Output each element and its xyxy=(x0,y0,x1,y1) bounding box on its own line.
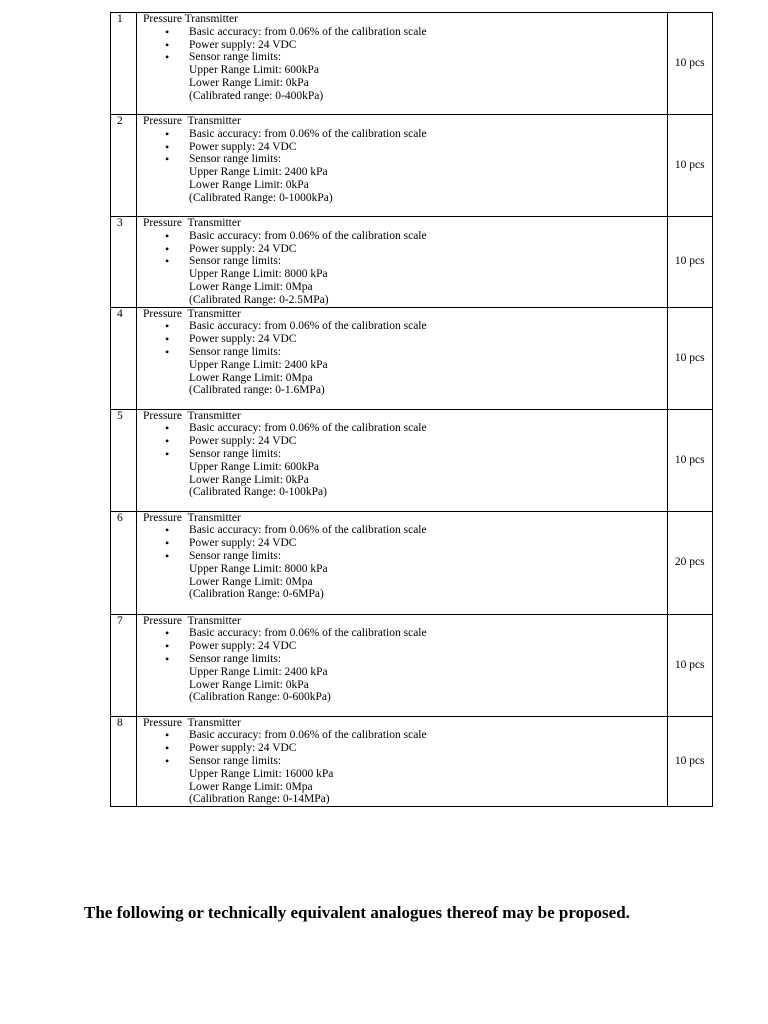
item-number: 5 xyxy=(111,409,137,511)
item-title: Pressure Transmitter xyxy=(143,217,241,229)
table-row xyxy=(111,115,713,217)
spec-bullet-item: • Basic accuracy: from 0.06% of the calibration scale xyxy=(143,524,667,537)
item-quantity: 20 pcs xyxy=(667,511,712,614)
item-number: 4 xyxy=(111,307,137,409)
spec-bullet-item: • Sensor range limits: xyxy=(143,550,667,563)
table-row xyxy=(111,409,713,511)
specification-table-body xyxy=(111,13,713,807)
item-description xyxy=(137,307,668,409)
spec-bullet-item: • Power supply: 24 VDC xyxy=(143,742,667,755)
spec-bullet-item: • Basic accuracy: from 0.06% of the calibration scale xyxy=(143,320,667,333)
range-limits xyxy=(143,768,667,806)
spec-bullet-list xyxy=(143,128,667,166)
item-number: 7 xyxy=(111,614,137,716)
spec-bullet-item: • Basic accuracy: from 0.06% of the calibration scale xyxy=(143,26,667,39)
range-limit-line: (Calibration Range: 0-600kPa) xyxy=(189,691,331,704)
spec-bullet-item: • Sensor range limits: xyxy=(143,448,667,461)
range-limit-line: Upper Range Limit: 8000 kPa xyxy=(189,268,328,281)
item-description xyxy=(137,217,668,308)
spec-bullet-item: • Sensor range limits: xyxy=(143,755,667,768)
range-limit-line: Lower Range Limit: 0kPa xyxy=(189,178,309,191)
range-limit-line: (Calibration Range: 0-14MPa) xyxy=(189,793,330,806)
spec-bullet-item: • Basic accuracy: from 0.06% of the calibration scale xyxy=(143,729,667,742)
range-limit-line: Upper Range Limit: 8000 kPa xyxy=(189,562,328,575)
item-number: 3 xyxy=(111,217,137,308)
spec-bullet-list xyxy=(143,230,667,268)
item-description xyxy=(137,716,668,807)
item-quantity: 10 pcs xyxy=(667,115,712,217)
range-limit-line: Upper Range Limit: 2400 kPa xyxy=(189,358,328,371)
range-limits xyxy=(143,64,667,102)
item-quantity: 10 pcs xyxy=(667,614,712,716)
spec-bullet-item: • Power supply: 24 VDC xyxy=(143,435,667,448)
range-limit-line: Upper Range Limit: 2400 kPa xyxy=(189,166,328,179)
range-limit-line: (Calibrated range: 0-400kPa) xyxy=(189,89,324,102)
footer-note: The following or technically equivalent analogues thereof may be proposed. xyxy=(84,903,630,922)
item-quantity: 10 pcs xyxy=(667,409,712,511)
range-limits xyxy=(143,359,667,397)
spec-bullet-list xyxy=(143,26,667,64)
item-number: 8 xyxy=(111,716,137,807)
spec-bullet-item: • Power supply: 24 VDC xyxy=(143,640,667,653)
spec-bullet-item: • Power supply: 24 VDC xyxy=(143,333,667,346)
range-limit-line: Upper Range Limit: 16000 kPa xyxy=(189,767,334,780)
item-description xyxy=(137,13,668,115)
table-row xyxy=(111,511,713,614)
range-limit-line: Lower Range Limit: 0Mpa xyxy=(189,575,313,588)
table-row xyxy=(111,217,713,308)
item-title: Pressure Transmitter xyxy=(143,409,241,422)
range-limit-line: (Calibrated Range: 0-100kPa) xyxy=(189,486,327,499)
range-limits xyxy=(143,461,667,499)
spec-bullet-item: • Sensor range limits: xyxy=(143,51,667,64)
range-limit-line: Lower Range Limit: 0Mpa xyxy=(189,780,313,793)
range-limits xyxy=(143,666,667,704)
range-limit-line: (Calibrated range: 0-1.6MPa) xyxy=(189,384,325,397)
item-description xyxy=(137,511,668,614)
item-number: 6 xyxy=(111,511,137,614)
range-limit-line: Lower Range Limit: 0kPa xyxy=(189,678,309,691)
spec-bullet-item: • Power supply: 24 VDC xyxy=(143,39,667,52)
range-limit-line: (Calibrated Range: 0-2.5MPa) xyxy=(189,293,329,306)
item-description xyxy=(137,409,668,511)
range-limit-line: (Calibration Range: 0-6MPa) xyxy=(189,588,324,601)
specification-table xyxy=(110,12,713,807)
item-quantity: 10 pcs xyxy=(667,307,712,409)
range-limit-line: Upper Range Limit: 600kPa xyxy=(189,64,320,77)
table-row xyxy=(111,614,713,716)
range-limit-line: (Calibrated Range: 0-1000kPa) xyxy=(189,191,333,204)
spec-bullet-item: • Basic accuracy: from 0.06% of the calibration scale xyxy=(143,422,667,435)
item-title: Pressure Transmitter xyxy=(143,115,241,127)
range-limit-line: Upper Range Limit: 2400 kPa xyxy=(189,665,328,678)
item-description xyxy=(137,614,668,716)
range-limit-line: Lower Range Limit: 0Mpa xyxy=(189,280,313,293)
item-number: 1 xyxy=(111,13,137,115)
table-row xyxy=(111,716,713,807)
item-title: Pressure Transmitter xyxy=(143,13,238,25)
item-title: Pressure Transmitter xyxy=(143,511,241,524)
range-limit-line: Lower Range Limit: 0kPa xyxy=(189,76,309,89)
range-limit-line: Lower Range Limit: 0kPa xyxy=(189,473,309,486)
item-description xyxy=(137,115,668,217)
item-title: Pressure Transmitter xyxy=(143,307,241,320)
spec-bullet-item: • Basic accuracy: from 0.06% of the calibration scale xyxy=(143,128,667,141)
spec-bullet-item: • Power supply: 24 VDC xyxy=(143,141,667,154)
spec-bullet-list xyxy=(143,524,667,562)
spec-bullet-item: • Power supply: 24 VDC xyxy=(143,537,667,550)
spec-bullet-item: • Power supply: 24 VDC xyxy=(143,243,667,256)
spec-bullet-item: • Basic accuracy: from 0.06% of the calibration scale xyxy=(143,627,667,640)
spec-bullet-item: • Basic accuracy: from 0.06% of the calibration scale xyxy=(143,230,667,243)
spec-bullet-list xyxy=(143,627,667,665)
spec-bullet-item: • Sensor range limits: xyxy=(143,653,667,666)
range-limits xyxy=(143,166,667,204)
item-quantity: 10 pcs xyxy=(667,217,712,308)
range-limit-line: Lower Range Limit: 0Mpa xyxy=(189,371,313,384)
item-quantity: 10 pcs xyxy=(667,13,712,115)
item-number: 2 xyxy=(111,115,137,217)
spec-bullet-item: • Sensor range limits: xyxy=(143,255,667,268)
spec-bullet-item: • Sensor range limits: xyxy=(143,346,667,359)
item-title: Pressure Transmitter xyxy=(143,716,241,729)
spec-bullet-list xyxy=(143,320,667,358)
spec-bullet-list xyxy=(143,422,667,460)
table-row xyxy=(111,13,713,115)
range-limits xyxy=(143,563,667,601)
spec-bullet-list xyxy=(143,729,667,767)
table-row xyxy=(111,307,713,409)
range-limit-line: Upper Range Limit: 600kPa xyxy=(189,460,320,473)
item-quantity: 10 pcs xyxy=(667,716,712,807)
item-title: Pressure Transmitter xyxy=(143,614,241,627)
spec-bullet-item: • Sensor range limits: xyxy=(143,153,667,166)
range-limits xyxy=(143,268,667,306)
